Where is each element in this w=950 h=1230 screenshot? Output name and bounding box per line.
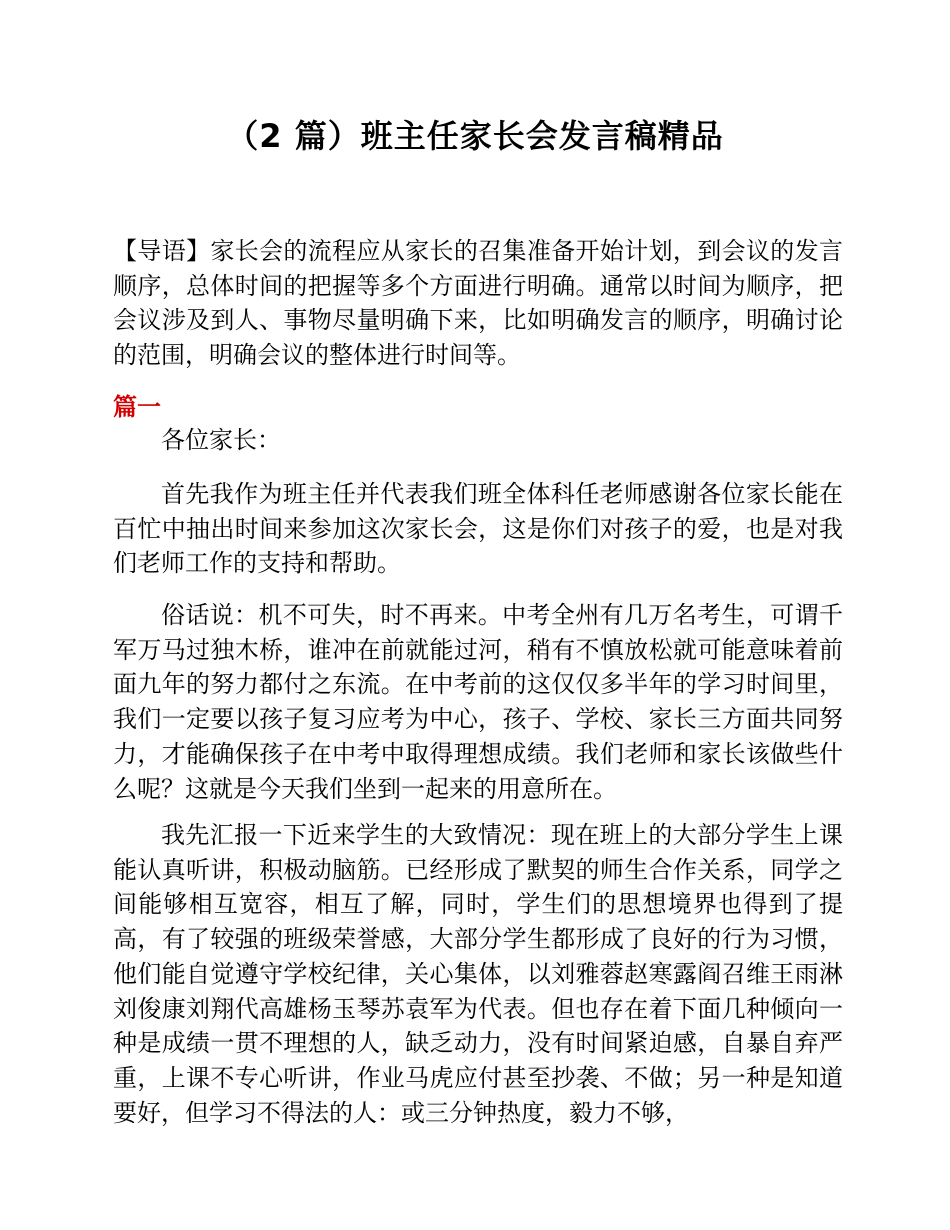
body-paragraph-2: 俗话说：机不可失，时不再来。中考全州有几万名考生，可谓千军万马过独木桥，谁冲在前就能过河，稍有不慎放松就可能意味着前面九年的努力都付之东流。在中考前的这仅仅多半年的学习时间里，我们一定要以孩子复习应考为中心，孩子、学校、家长三方面共同努力，才能确保孩子在中考中取得理想成绩。我们老师和家长该做些什么呢？这就是今天我们坐到一起来的用意所在。 xyxy=(113,601,843,803)
salutation: 各位家长： xyxy=(161,426,281,454)
section-heading: 篇一 xyxy=(113,393,161,421)
document-title: （2 篇）班主任家长会发言稿精品 xyxy=(226,117,724,155)
body-paragraph-3: 我先汇报一下近来学生的大致情况：现在班上的大部分学生上课能认真听讲，积极动脑筋。已经形成了默契的师生合作关系，同学之间能够相互宽容，相互了解，同时，学生们的思想境界也得到了提高，有了较强的班级荣誉感，大部分学生都形成了良好的行为习惯，他们能自觉遵守学校纪律，关心集体，以刘雅蓉赵寒露阎召维王雨淋刘俊康刘翔代高雄杨玉琴苏袁军为代表。但也存在着下面几种倾向一种是成绩一贯不理想的人，缺乏动力，没有时间紧迫感，自暴自弃严重，上课不专心听讲，作业马虎应付甚至抄袭、不做；另一种是知道要好，但学习不得法的人：或三分钟热度，毅力不够， xyxy=(113,821,843,1127)
intro-paragraph: 【导语】家长会的流程应从家长的召集准备开始计划，到会议的发言顺序，总体时间的把握等多个方面进行明确。通常以时间为顺序，把会议涉及到人、事物尽量明确下来，比如明确发言的顺序，明确讨论的范围，明确会议的整体进行时间等。 xyxy=(113,237,843,370)
body-paragraph-1: 首先我作为班主任并代表我们班全体科任老师感谢各位家长能在百忙中抽出时间来参加这次家长会，这是你们对孩子的爱，也是对我们老师工作的支持和帮助。 xyxy=(113,480,843,578)
